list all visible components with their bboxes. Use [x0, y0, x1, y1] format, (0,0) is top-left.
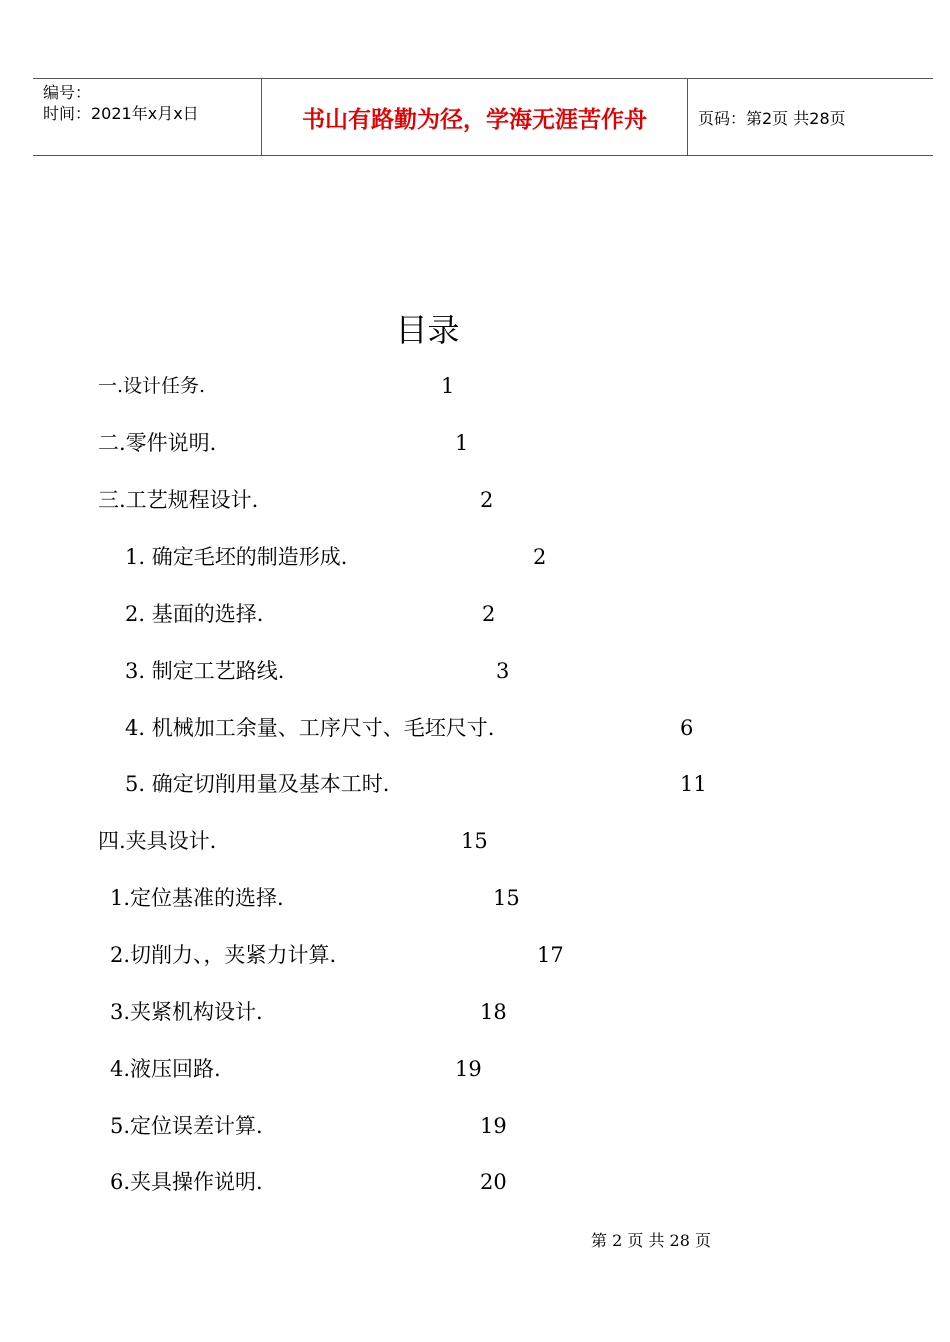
toc-entry-text: 3.夹紧机构设计.	[110, 1000, 263, 1024]
toc-entry-text: 2.切削力、，夹紧力计算.	[110, 943, 337, 967]
toc-entry-page: 19	[480, 1114, 507, 1138]
toc-entry-page: 1	[455, 431, 469, 455]
toc-entry-text: 一.设计任务.	[98, 375, 206, 397]
toc-entry-text: 6.夹具操作说明.	[110, 1170, 263, 1194]
document-header	[33, 78, 933, 156]
toc-entry-page: 15	[461, 829, 488, 853]
toc-entry-page: 2	[482, 602, 496, 626]
toc-entry-page: 3	[496, 659, 510, 683]
toc-entry-text: 1. 确定毛坯的制造形成.	[125, 545, 348, 569]
toc-entry-page: 19	[455, 1057, 482, 1081]
toc-entry-text: 1.定位基准的选择.	[110, 886, 284, 910]
time-label: 时间：2021年x月x日	[43, 104, 199, 123]
header-motto: 书山有路勤为径，学海无涯苦作舟	[262, 79, 688, 155]
header-page-info: 页码：第2页 共28页	[698, 108, 846, 128]
toc-entry-text: 5. 确定切削用量及基本工时.	[125, 772, 390, 796]
toc-entry-page: 15	[493, 886, 520, 910]
toc-entry-text: 2. 基面的选择.	[125, 602, 264, 626]
toc-entry-text: 二.零件说明.	[98, 431, 217, 455]
toc-entry-page: 20	[480, 1170, 507, 1194]
toc-entry-page: 17	[537, 943, 564, 967]
toc-entry-text: 4. 机械加工余量、工序尺寸、毛坯尺寸.	[125, 716, 495, 740]
toc-entry-page: 2	[533, 545, 547, 569]
toc-entry-text: 三.工艺规程设计.	[98, 488, 259, 512]
toc-entry-page: 11	[680, 772, 707, 796]
toc-entry-page: 1	[441, 374, 455, 398]
toc-title: 目录	[395, 311, 460, 349]
page-footer: 第 2 页 共 28 页	[591, 1231, 711, 1250]
toc-entry-text: 4.液压回路.	[110, 1057, 221, 1081]
toc-entry-text: 5.定位误差计算.	[110, 1114, 263, 1138]
toc-entry-page: 2	[480, 488, 494, 512]
number-label: 编号：	[43, 83, 92, 102]
header-meta	[33, 79, 262, 155]
toc-entry-text: 3. 制定工艺路线.	[125, 659, 285, 683]
toc-entry-text: 四.夹具设计.	[98, 829, 217, 853]
toc-entry-page: 6	[680, 716, 694, 740]
toc-entry-page: 18	[480, 1000, 507, 1024]
